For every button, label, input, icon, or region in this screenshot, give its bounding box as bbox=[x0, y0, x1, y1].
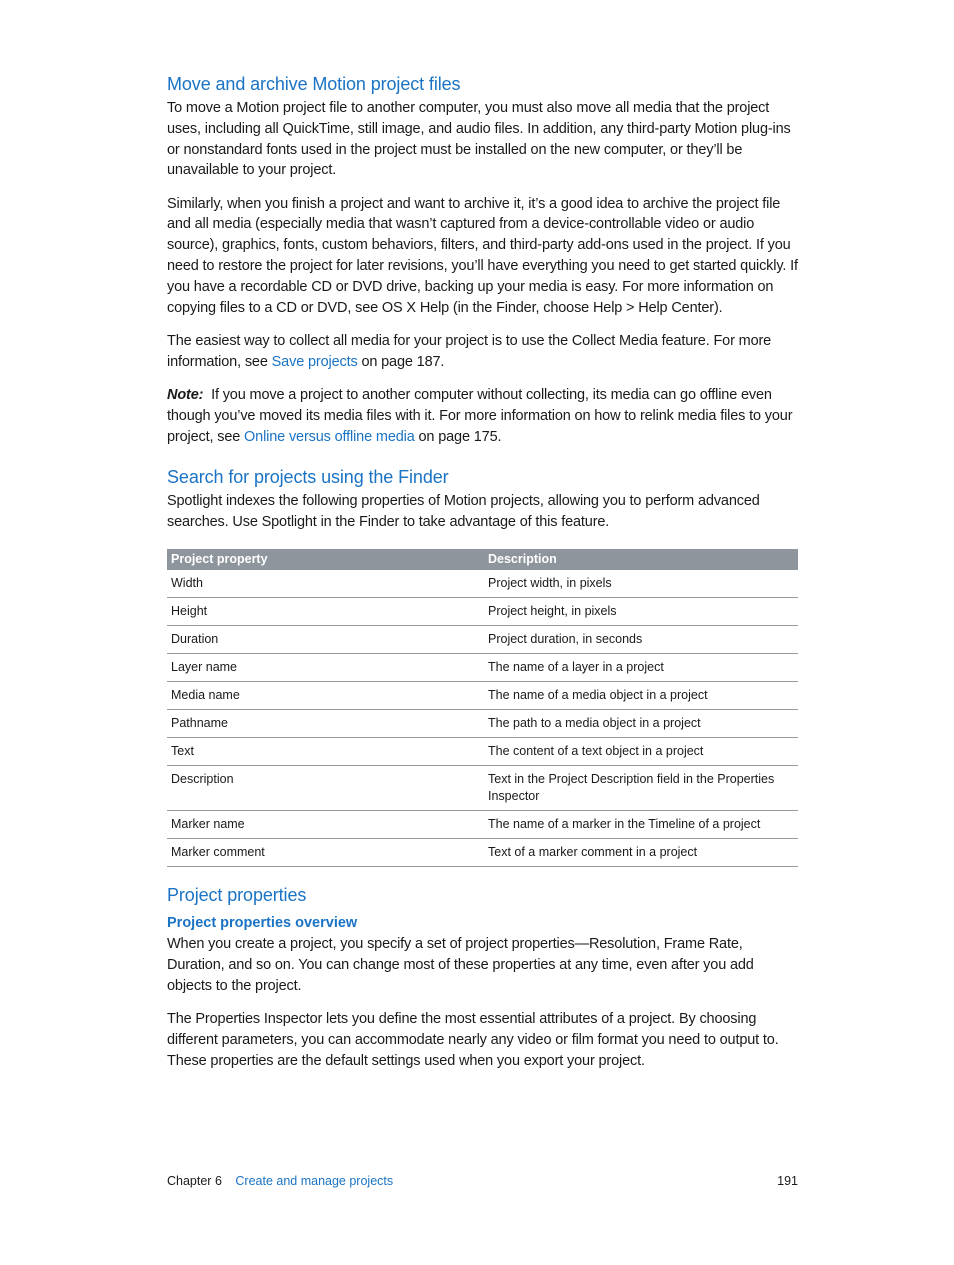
page-content bbox=[167, 72, 798, 1084]
heading-search-finder: Search for projects using the Finder bbox=[167, 467, 449, 488]
table-cell-property: Layer name bbox=[167, 654, 484, 682]
project-properties-table bbox=[167, 549, 798, 867]
table-header-description: Description bbox=[484, 549, 798, 570]
table-cell-description: The name of a layer in a project bbox=[484, 654, 798, 682]
paragraph-properties-1: When you create a project, you specify a set of project properties—Resolution, Frame Rate, Duration, and so on. You can change most of these properties at any time, even after you add objects to the project. bbox=[167, 936, 754, 994]
table-row bbox=[167, 710, 798, 738]
note-label: Note: bbox=[167, 387, 204, 404]
table-row bbox=[167, 654, 798, 682]
table-row bbox=[167, 738, 798, 766]
table-cell-property: Width bbox=[167, 570, 484, 598]
paragraph-move-3 bbox=[167, 331, 798, 373]
table-cell-property: Description bbox=[167, 766, 484, 811]
footer-page-number: 191 bbox=[777, 1174, 798, 1188]
table-cell-description: The content of a text object in a project bbox=[484, 738, 798, 766]
paragraph-move-3-suffix: on page 187. bbox=[357, 353, 445, 370]
table-cell-property: Marker name bbox=[167, 811, 484, 839]
paragraph-move-1: To move a Motion project file to another computer, you must also move all media that the project uses, including all QuickTime, still image, and audio files. In addition, any third-party Motion plug-ins or nonstandard fonts used in the project must be installed on the new computer, or they’ll be unavailable to your project. bbox=[167, 100, 791, 179]
table-cell-property: Text bbox=[167, 738, 484, 766]
table-cell-description: Text of a marker comment in a project bbox=[484, 839, 798, 867]
heading-project-properties: Project properties bbox=[167, 885, 307, 906]
table-cell-description: Project width, in pixels bbox=[484, 570, 798, 598]
table-row bbox=[167, 766, 798, 811]
table-cell-description: Project height, in pixels bbox=[484, 598, 798, 626]
table-row bbox=[167, 598, 798, 626]
table-cell-description: The path to a media object in a project bbox=[484, 710, 798, 738]
table-cell-description: Project duration, in seconds bbox=[484, 626, 798, 654]
heading-move-archive: Move and archive Motion project files bbox=[167, 74, 461, 94]
page-footer bbox=[167, 1173, 798, 1189]
table-cell-description: The name of a media object in a project bbox=[484, 682, 798, 710]
table-cell-property: Marker comment bbox=[167, 839, 484, 867]
table-cell-description: Text in the Project Description field in the Properties Inspector bbox=[484, 766, 798, 811]
note-suffix: on page 175. bbox=[414, 428, 502, 445]
paragraph-properties-2: The Properties Inspector lets you define the most essential attributes of a project. By choosing different parameters, you can accommodate nearly any video or film format you need to output to. These properties are the default settings used when you export your project. bbox=[167, 1010, 779, 1069]
table-cell-property: Media name bbox=[167, 682, 484, 710]
table-cell-property: Duration bbox=[167, 626, 484, 654]
footer-chapter: Chapter 6 bbox=[167, 1174, 222, 1188]
link-save-projects[interactable]: Save projects bbox=[271, 353, 358, 370]
table-cell-property: Pathname bbox=[167, 710, 484, 738]
table-cell-description: The name of a marker in the Timeline of a project bbox=[484, 811, 798, 839]
link-online-offline-media[interactable]: Online versus offline media bbox=[244, 428, 415, 445]
paragraph-move-2: Similarly, when you finish a project and want to archive it, it’s a good idea to archive the project file and all media (especially media that wasn’t captured from a device-controllable video or audio source), graphics, fonts, custom behaviors, filters, and third-party add-ons used in the project. If you need to restore the project for later revisions, you’ll have everything you need to get started quickly. If you have a recordable CD or DVD drive, backing up your media is easy. For more information on copying files to a CD or DVD, see OS X Help (in the Finder, choose Help > Help Center). bbox=[167, 195, 798, 316]
table-header-row bbox=[167, 549, 798, 570]
table-cell-property: Height bbox=[167, 598, 484, 626]
note-text: If you move a project to another computer without collecting, its media can go offline even though you’ve moved its media files with it. For more information on how to relink media files to your project, see bbox=[167, 387, 797, 445]
table-row bbox=[167, 570, 798, 598]
footer-chapter-link[interactable]: Create and manage projects bbox=[235, 1174, 394, 1188]
table-row bbox=[167, 839, 798, 867]
table-header-property: Project property bbox=[167, 549, 484, 570]
paragraph-move-3-text: The easiest way to collect all media for your project is to use the Collect Media feature. For more information, see bbox=[167, 332, 772, 370]
table-row bbox=[167, 626, 798, 654]
table-row bbox=[167, 811, 798, 839]
table-row bbox=[167, 682, 798, 710]
subheading-properties-overview: Project properties overview bbox=[167, 915, 358, 932]
note-paragraph bbox=[167, 385, 798, 447]
paragraph-search-1: Spotlight indexes the following properties of Motion projects, allowing you to perform advanced searches. Use Spotlight in the Finder to take advantage of this feature. bbox=[167, 493, 760, 531]
